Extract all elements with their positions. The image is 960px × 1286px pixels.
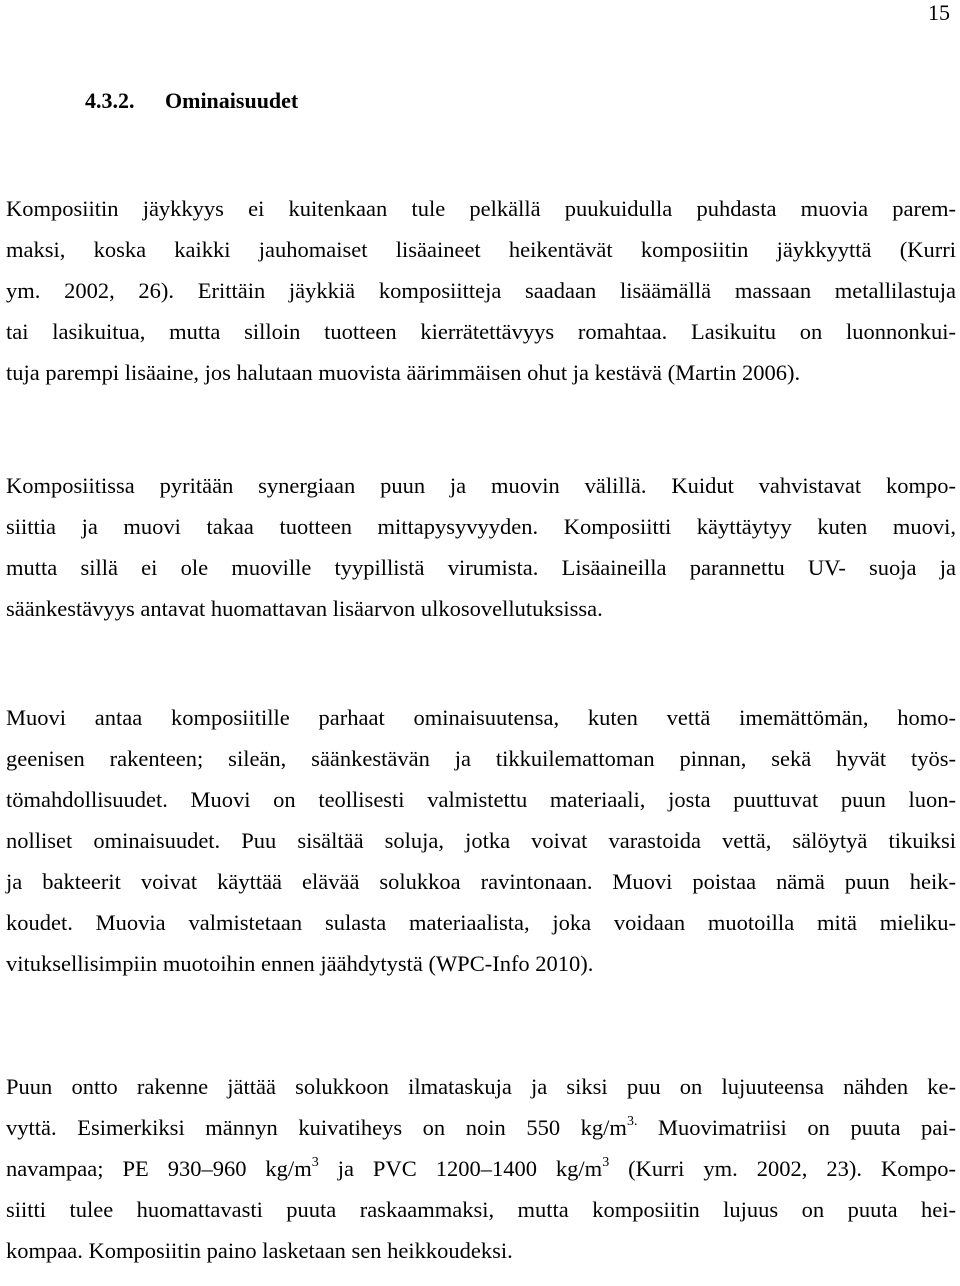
paragraph-line: Komposiitin jäykkyys ei kuitenkaan tule pelkällä puukuidulla puhdasta muovia parem-	[6, 196, 956, 221]
paragraph-line: ym. 2002, 26). Erittäin jäykkiä komposiitteja saadaan lisäämällä massaan metallilastuja	[6, 278, 956, 303]
section-number: 4.3.2.	[85, 88, 135, 113]
paragraph-1	[6, 188, 956, 393]
paragraph-line: ja bakteerit voivat käyttää elävää solukkoa ravintonaan. Muovi poistaa nämä puun heik-	[6, 869, 956, 894]
paragraph-line	[6, 1107, 956, 1148]
paragraph-line: maksi, koska kaikki jauhomaiset lisäaineet heikentävät komposiitin jäykkyyttä (Kurri	[6, 237, 956, 262]
paragraph-line: vituksellisimpiin muotoihin ennen jäähdytystä (WPC-Info 2010).	[6, 951, 594, 976]
section-heading	[85, 88, 298, 114]
superscript: 3	[602, 1155, 610, 1170]
paragraph-line: tai lasikuitua, mutta silloin tuotteen kierrätettävyys romahtaa. Lasikuitu on luonnonkui-	[6, 319, 956, 344]
paragraph-line: kompaa. Komposiitin paino lasketaan sen heikkoudeksi.	[6, 1238, 513, 1263]
text-run: (Kurri ym. 2002, 23). Kompo-	[609, 1156, 956, 1181]
paragraph-line: mutta sillä ei ole muoville tyypillistä virumista. Lisäaineilla parannettu UV- suoja ja	[6, 555, 956, 580]
superscript: 3	[311, 1155, 319, 1170]
paragraph-line: koudet. Muovia valmistetaan sulasta materiaalista, joka voidaan muotoilla mitä mieliku-	[6, 910, 956, 935]
paragraph-line: nolliset ominaisuudet. Puu sisältää soluja, jotka voivat varastoida vettä, sälöytyä tikuiksi	[6, 828, 956, 853]
page-number: 15	[928, 0, 950, 25]
paragraph-2	[6, 465, 956, 629]
text-run: vyttä. Esimerkiksi männyn kuivatiheys on noin 550 kg/m	[6, 1115, 627, 1140]
paragraph-line	[6, 1148, 956, 1189]
paragraph-line: siitti tulee huomattavasti puuta raskaammaksi, mutta komposiitin lujuus on puuta hei-	[6, 1197, 956, 1222]
paragraph-3	[6, 697, 956, 984]
paragraph-line: siittia ja muovi takaa tuotteen mittapysyvyyden. Komposiitti käyttäytyy kuten muovi,	[6, 514, 956, 539]
paragraph-line: Komposiitissa pyritään synergiaan puun ja muovin välillä. Kuidut vahvistavat kompo-	[6, 473, 956, 498]
paragraph-line: tömahdollisuudet. Muovi on teollisesti valmistettu materiaali, josta puuttuvat puun luon-	[6, 787, 956, 812]
section-title: Ominaisuudet	[165, 88, 299, 113]
superscript: 3.	[626, 1114, 638, 1129]
text-run: Muovimatriisi on puuta pai-	[637, 1115, 956, 1140]
paragraph-line: säänkestävyys antavat huomattavan lisäarvon ulkosovellutuksissa.	[6, 596, 603, 621]
paragraph-line: Muovi antaa komposiitille parhaat ominaisuutensa, kuten vettä imemättömän, homo-	[6, 705, 956, 730]
paragraph-4	[6, 1066, 956, 1271]
paragraph-line: geenisen rakenteen; sileän, säänkestävän ja tikkuilemattoman pinnan, sekä hyvät työs-	[6, 746, 956, 771]
text-run: ja PVC 1200–1400 kg/m	[318, 1156, 603, 1181]
text-run: navampaa; PE 930–960 kg/m	[6, 1156, 312, 1181]
paragraph-line: tuja parempi lisäaine, jos halutaan muovista äärimmäisen ohut ja kestävä (Martin 2006).	[6, 360, 801, 385]
paragraph-line: Puun ontto rakenne jättää solukkoon ilmataskuja ja siksi puu on lujuuteensa nähden ke-	[6, 1074, 956, 1099]
